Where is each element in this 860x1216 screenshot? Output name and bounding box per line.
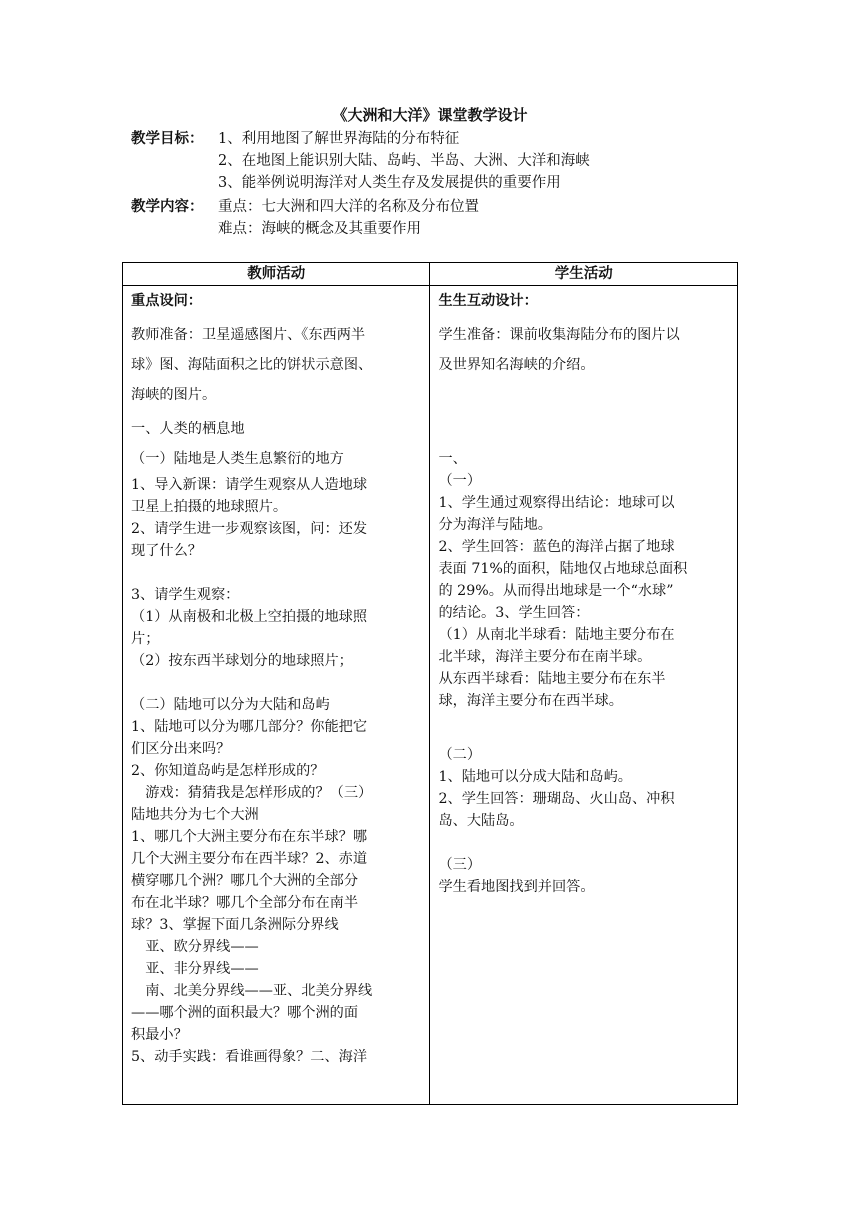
teacher-line: 布在北半球？哪几个全部分布在南半: [131, 895, 359, 911]
student-line: 的结论。3、学生回答：: [438, 605, 590, 621]
teacher-line: （一）陆地是人类生息繁衍的地方: [131, 451, 344, 467]
teacher-line: 卫星上拍摄的地球照片。: [131, 499, 288, 515]
header-teacher: 教师活动: [123, 263, 430, 286]
student-prep-line: 学生准备：课前收集海陆分布的图片以: [438, 327, 680, 343]
teacher-line: 陆地共分为七个大洲: [131, 807, 259, 823]
teacher-line: 亚、非分界线——: [131, 961, 259, 977]
teacher-heading: 重点设问：: [131, 293, 202, 309]
teacher-prep-line: 教师准备：卫星遥感图片、《东西两半: [131, 327, 366, 343]
student-prep-line: 及世界知名海峡的介绍。: [438, 357, 595, 373]
student-line: （三）: [438, 857, 482, 873]
teacher-line: 1、陆地可以分为哪几部分？你能把它: [131, 719, 368, 735]
student-line: 分为海洋与陆地。: [438, 517, 552, 533]
teacher-line: 2、你知道岛屿是怎样形成的？: [131, 763, 325, 779]
teacher-prep-line: 海峡的图片。: [131, 387, 217, 403]
student-line: （一）: [438, 473, 482, 489]
student-line: 从东西半球看：陆地主要分布在东半: [438, 671, 666, 687]
student-line: 2、学生回答：珊瑚岛、火山岛、冲积: [438, 791, 675, 807]
teacher-line: 积最小？: [131, 1027, 188, 1043]
teacher-cell: [123, 286, 430, 1105]
student-line: 表面 71%的面积，陆地仅占地球总面积: [438, 561, 688, 577]
teacher-line: 亚、欧分界线——: [131, 939, 259, 955]
teacher-line: 一、人类的栖息地: [131, 421, 245, 437]
teacher-line: （2）按东西半球划分的地球照片；: [131, 653, 353, 669]
teacher-line: 2、请学生进一步观察该图，问：还发: [131, 521, 368, 537]
student-line: 球，海洋主要分布在西半球。: [438, 693, 623, 709]
student-line: 学生看地图找到并回答。: [438, 879, 595, 895]
student-line: 2、学生回答：蓝色的海洋占据了地球: [438, 539, 675, 555]
teacher-line: 5、动手实践：看谁画得象？二、海洋: [131, 1049, 368, 1065]
student-line: 的 29%。从而得出地球是一个“水球”: [438, 583, 674, 599]
teacher-line: 1、导入新课：请学生观察从人造地球: [131, 477, 368, 493]
teacher-line: 1、哪几个大洲主要分布在东半球？哪: [131, 829, 368, 845]
teacher-line: 球？3、掌握下面几条洲际分界线: [131, 917, 339, 933]
teacher-line: 片；: [131, 631, 160, 647]
teacher-line: 南、北美分界线——亚、北美分界线: [131, 983, 373, 999]
teacher-line: （二）陆地可以分为大陆和岛屿: [131, 697, 330, 713]
content-label: 教学内容：: [131, 198, 204, 215]
student-cell: [430, 286, 738, 1105]
teacher-line: 横穿哪几个洲？哪几个大洲的全部分: [131, 873, 359, 889]
student-heading: 生生互动设计：: [438, 293, 538, 309]
objectives-label: 教学目标：: [131, 130, 204, 147]
student-line: （二）: [438, 747, 482, 763]
teacher-line: ——哪个洲的面积最大？哪个洲的面: [131, 1005, 359, 1021]
student-line: （1）从南北半球看：陆地主要分布在: [438, 627, 675, 643]
document-title: 《大洲和大洋》课堂教学设计: [332, 106, 528, 124]
teacher-prep-line: 球》图、海陆面积之比的饼状示意图、: [131, 357, 373, 373]
objective-item: 3、能举例说明海洋对人类生存及发展提供的重要作用: [218, 175, 561, 191]
teacher-line: 3、请学生观察：: [131, 587, 240, 603]
objective-item: 1、利用地图了解世界海陆的分布特征: [218, 131, 460, 147]
student-line: 岛、大陆岛。: [438, 813, 524, 829]
content-item: 重点：七大洲和四大洋的名称及分布位置: [218, 199, 479, 215]
content-item: 难点：海峡的概念及其重要作用: [218, 221, 421, 237]
header-student: 学生活动: [430, 263, 738, 286]
teacher-line: 游戏：猜猜我是怎样形成的？（三）: [131, 785, 373, 801]
activity-table: [122, 262, 738, 1105]
student-line: 1、陆地可以分成大陆和岛屿。: [438, 769, 632, 785]
teacher-line: 们区分出来吗？: [131, 741, 231, 757]
teacher-line: （1）从南极和北极上空拍摄的地球照: [131, 609, 368, 625]
teacher-line: 几个大洲主要分布在西半球？2、赤道: [131, 851, 368, 867]
student-line: 北半球，海洋主要分布在南半球。: [438, 649, 652, 665]
student-line: 一、: [438, 451, 467, 467]
teacher-line: 现了什么？: [131, 543, 202, 559]
student-line: 1、学生通过观察得出结论：地球可以: [438, 495, 675, 511]
objective-item: 2、在地图上能识别大陆、岛屿、半岛、大洲、大洋和海峡: [218, 153, 590, 169]
